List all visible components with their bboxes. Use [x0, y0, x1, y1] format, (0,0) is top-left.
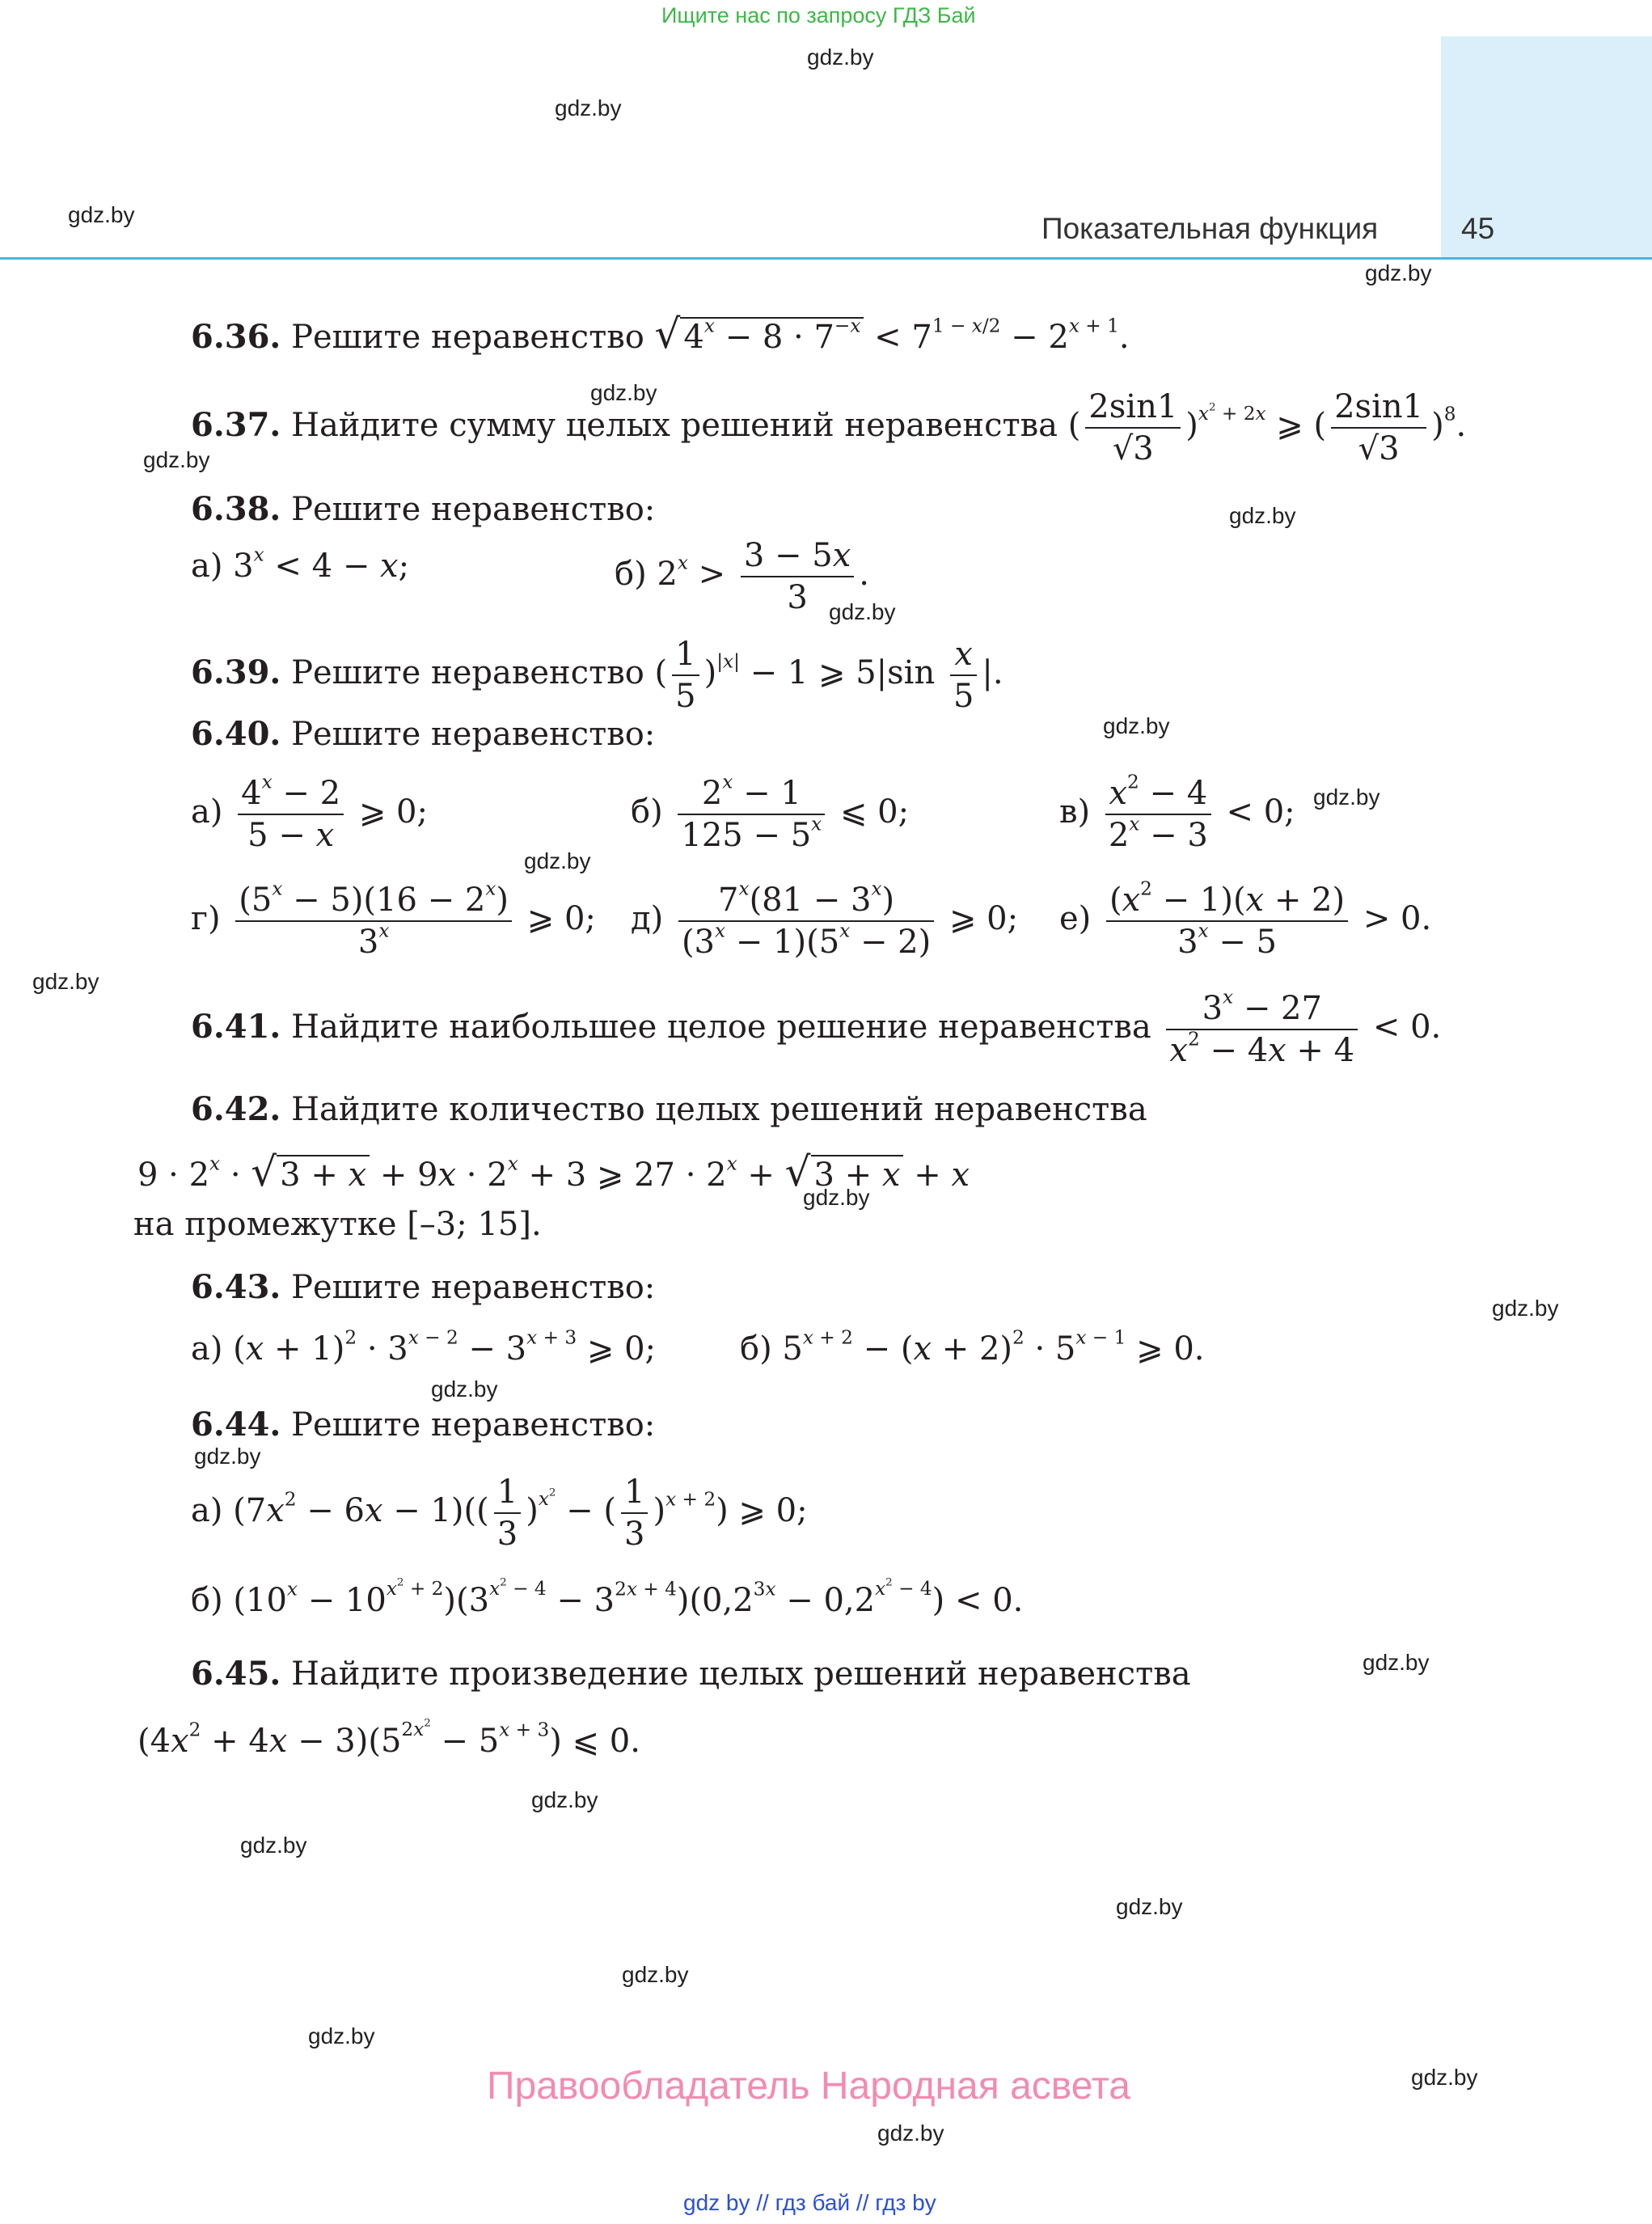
watermark: gdz.by — [877, 2120, 944, 2146]
watermark: gdz.by — [1103, 713, 1170, 738]
watermark: gdz.by — [622, 1962, 689, 1987]
watermark: gdz.by — [143, 447, 210, 472]
item-6-44-a: а) $(7x^2 - 6x - 1)$(( $\frac{1}{3}$ )$^{x^2}$ − ( $\frac{1}{3}$ )$^{x + 2}$) ⩾ 0; — [191, 1474, 808, 1553]
item-6-38-a: а) $3^x < 4 - x$; — [191, 543, 410, 585]
formula-6-42: $9 \cdot 2^x$ · √ $3 + x + 9x \cdot 2^x + 3$ ⩾ $27 \cdot 2^x$ + √ 3 + x + x — [137, 1148, 970, 1195]
top-search-note: Ищите нас по запросу ГДЗ Бай — [661, 3, 976, 27]
problem-6-43: 6.43. Решите неравенство: — [191, 1268, 656, 1306]
problem-6-40: 6.40. Решите неравенство: — [191, 715, 656, 753]
watermark: gdz.by — [1365, 260, 1432, 285]
formula-6-36: √ $4^x - 8 \cdot 7^{-x} < 7^{1 - x/2} - 2^{x + 1}$. — [654, 311, 1130, 357]
formula-6-45: $(4x^2 + 4x - 3)(5^{2x^2} - 5^{x + 3})$ ⩽ 0. — [137, 1718, 640, 1761]
problem-6-38: 6.38. Решите неравенство: — [191, 490, 656, 528]
item-6-44-b: б) $(10^x - 10^{x^2 + 2})(3^{x^2 - 4} - 3^{2x + 4})(0,2^{3x} - 0,2^{x^2 - 4}) < 0$. — [191, 1577, 1024, 1620]
item-6-40-a: а) $\frac{4^x - 2}{5 - x}$ ⩾ 0; — [191, 771, 428, 854]
watermark: gdz.by — [1313, 784, 1380, 810]
header-rule — [0, 257, 1652, 260]
watermark: gdz.by — [1411, 2065, 1478, 2090]
watermark: gdz.by — [240, 1833, 307, 1858]
watermark: gdz.by — [1229, 503, 1296, 528]
problem-6-42-tail: на промежутке [–3; 15]. — [133, 1206, 542, 1243]
formula-6-41: $\frac{3^x - 27}{x^2 - 4x + 4}$ < 0. — [1161, 1008, 1441, 1046]
item-6-40-e: е) $\frac{(x^2 - 1)(x + 2)}{3^x - 5}$ > 0. — [1059, 877, 1432, 961]
watermark: gdz.by — [555, 95, 622, 121]
problem-6-42: 6.42. Найдите количество целых решений неравенства — [191, 1090, 1147, 1128]
problem-6-41: 6.41. Найдите наибольшее целое решение неравенства $\frac{3^x - 27}{x^2 - 4x + 4}$ < 0. — [191, 986, 1442, 1069]
formula-6-37: ( $\frac{2\sin 1}{√3}$ )$^{x^2 + 2x}$ ⩾ ( $\frac{2\sin 1}{√3}$ )$^8$. — [1067, 388, 1467, 467]
watermark: gdz.by — [531, 1787, 598, 1812]
item-6-40-d: д) $\frac{7^x(81 - 3^x)}{(3^x - 1)(5^x - 2)}$ ⩾ 0; — [631, 877, 1019, 961]
item-6-43-a: а) $(x + 1)^2 \cdot 3^{x - 2} - 3^{x + 3}$ ⩾ 0; — [191, 1326, 657, 1368]
problem-6-37: 6.37. Найдите сумму целых решений неравенства ( $\frac{2\sin 1}{√3}$ )$^{x^2 + 2x}$ ⩾ ( $\frac{2\sin 1}{√3}$ )$^8$. — [191, 388, 1467, 467]
problem-6-44: 6.44. Решите неравенство: — [191, 1406, 656, 1444]
item-6-40-v: в) $\frac{x^2 - 4}{2^x - 3}$ < 0; — [1059, 771, 1295, 854]
watermark: gdz.by — [1492, 1296, 1559, 1321]
running-title: Показательная функция — [1041, 212, 1379, 245]
watermark: gdz.by — [194, 1444, 261, 1469]
problem-6-45: 6.45. Найдите произведение целых решений неравенства — [191, 1655, 1191, 1693]
watermark: gdz.by — [1363, 1650, 1430, 1675]
page-number: 45 — [1461, 212, 1495, 245]
watermark: gdz.by — [829, 599, 896, 624]
formula-6-39: ( $\frac{1}{5}$ )$^{|x|}$ − 1 ⩾ 5|sin $\frac{x}{5}$ |. — [654, 636, 1003, 715]
footer-links[interactable]: gdz by // гдз бай // гдз by — [683, 2190, 936, 2215]
watermark: gdz.by — [590, 380, 657, 405]
watermark: gdz.by — [524, 848, 591, 873]
watermark: gdz.by — [431, 1376, 498, 1402]
item-6-38-b: б) $2^x$ > $\frac{3 - 5x}{3}$ . — [615, 537, 870, 616]
watermark: gdz.by — [1116, 1894, 1183, 1919]
item-6-43-b: б) $5^{x + 2} - (x + 2)^2 \cdot 5^{x - 1}$ ⩾ 0. — [740, 1326, 1205, 1368]
watermark: gdz.by — [68, 202, 135, 227]
item-6-40-g: г) $\frac{(5^x - 5)(16 - 2^x)}{3^x}$ ⩾ 0; — [191, 877, 596, 961]
item-6-40-b: б) $\frac{2^x - 1}{125 - 5^x}$ ⩽ 0; — [631, 771, 910, 854]
watermark: gdz.by — [807, 44, 874, 70]
watermark: gdz.by — [308, 2023, 375, 2049]
watermark: gdz.by — [32, 969, 99, 994]
problem-6-39: 6.39. Решите неравенство ( $\frac{1}{5}$ )$^{|x|}$ − 1 ⩾ 5|sin $\frac{x}{5}$ |. — [191, 636, 1003, 715]
problem-6-36: 6.36. Решите неравенство √ $4^x - 8 \cdot 7^{-x} < 7^{1 - x/2} - 2^{x + 1}$. — [191, 311, 1130, 357]
copyright-holder: Правообладатель Народная асвета — [487, 2065, 1130, 2108]
watermark: gdz.by — [803, 1185, 870, 1210]
